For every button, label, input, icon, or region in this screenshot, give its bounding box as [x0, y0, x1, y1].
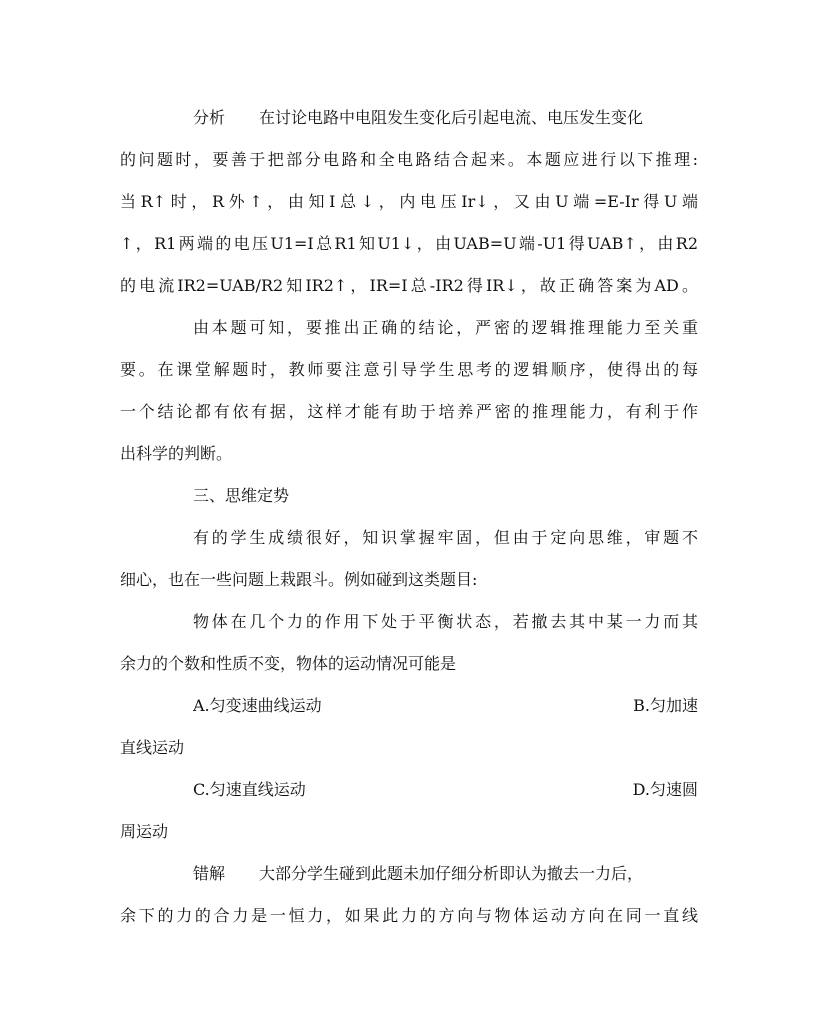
options-row-cd — [193, 776, 698, 804]
error-label: 错解 — [193, 864, 226, 883]
analysis-line-5: 的电流IR2=UAB/R2知IR2↑，IR=I总-IR2得IR↓，故正确答案为AD。 — [120, 276, 698, 295]
analysis-line-3: 当R↑时，R外↑，由知I总↓，内电压Ir↓，又由U端=E-Ir得U端 — [120, 192, 698, 211]
analysis-line-2: 的问题时，要善于把部分电路和全电路结合起来。本题应进行以下推理: — [120, 150, 698, 169]
intro-line-1: 有的学生成绩很好，知识掌握牢固，但由于定向思维，审题不 — [193, 528, 698, 547]
option-a: A.匀变速曲线运动 — [193, 696, 322, 715]
error-line-2: 余下的力的合力是一恒力，如果此力的方向与物体运动方向在同一直线 — [120, 906, 698, 925]
option-d-continued: 周运动 — [120, 822, 169, 841]
option-c: C.匀速直线运动 — [193, 780, 306, 799]
question-line-1: 物体在几个力的作用下处于平衡状态，若撤去其中某一力而其 — [193, 612, 698, 631]
analysis-line-4: ↑，R1两端的电压U1=I总R1知U1↓，由UAB=U端-U1得UAB↑，由R2 — [120, 234, 698, 253]
options-row-ab — [193, 692, 698, 720]
analysis-text-1: 在讨论电路中电阻发生变化后引起电流、电压发生变化 — [259, 108, 644, 127]
error-line-1 — [193, 860, 698, 888]
conclusion-line-3: 一个结论都有依有据，这样才能有助于培养严密的推理能力，有利于作 — [120, 402, 698, 421]
analysis-label: 分析 — [193, 108, 226, 127]
section-heading: 三、思维定势 — [193, 486, 290, 505]
conclusion-line-1: 由本题可知，要推出正确的结论，严密的逻辑推理能力至关重 — [193, 318, 698, 337]
conclusion-line-2: 要。在课堂解题时，教师要注意引导学生思考的逻辑顺序，使得出的每 — [120, 360, 698, 379]
conclusion-line-4: 出科学的判断。 — [120, 444, 233, 463]
analysis-line-1 — [193, 104, 698, 132]
option-b: B.匀加速 — [633, 696, 698, 715]
intro-line-2: 细心，也在一些问题上栽跟斗。例如碰到这类题目: — [120, 570, 478, 589]
option-d: D.匀速圆 — [632, 780, 698, 799]
option-b-continued: 直线运动 — [120, 738, 185, 757]
question-line-2: 余力的个数和性质不变，物体的运动情况可能是 — [120, 654, 457, 673]
error-text-1: 大部分学生碰到此题未加仔细分析即认为撤去一力后， — [259, 864, 644, 883]
